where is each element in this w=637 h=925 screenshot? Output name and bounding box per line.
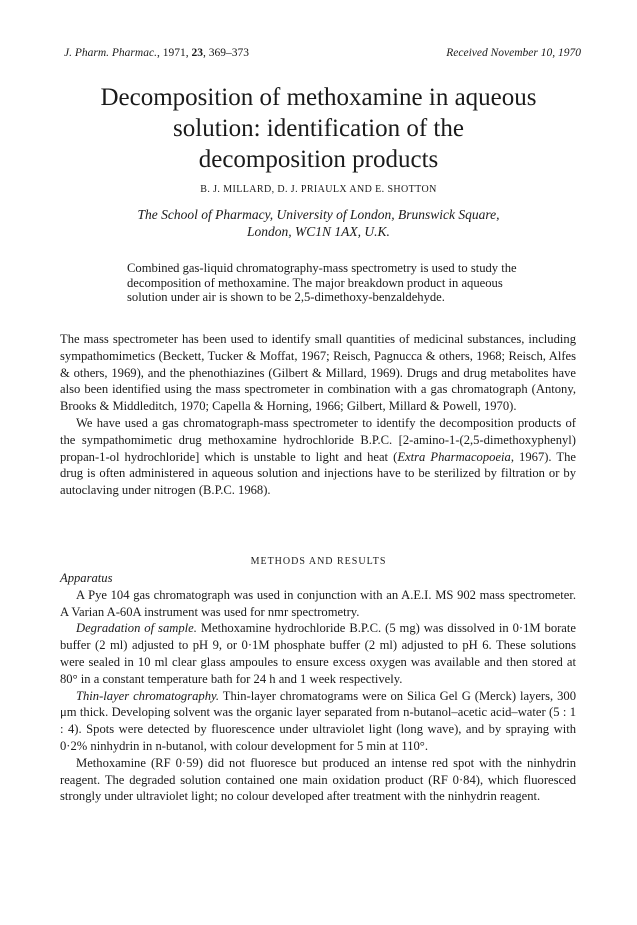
paragraph-label: Degradation of sample. (76, 621, 197, 636)
intro-paragraph (60, 415, 576, 499)
volume-number: 23 (191, 47, 203, 59)
received-date-value: November 10, 1970 (490, 47, 581, 59)
authors: B. J. MILLARD, D. J. PRIAULX AND E. SHOTTON (200, 184, 437, 195)
page-range: , 369–373 (202, 47, 249, 59)
subsection-heading: Apparatus (60, 571, 113, 585)
intro-paragraph: The mass spectrometer has been used to identify small quantities of medicinal substances, including sympathomimetics (Beckett, Tucker & Moffat, 1967; Reisch, Pagnucca & others, 1968; Reisch, Alfes & others, 1969), and the phenothiazines (Gilbert & Millard, 1969). Drugs and drug metabolites have also been identified using the mass spectrometer in combination with a gas chromatograph (Antony, Brooks & Middleditch, 1970; Capella & Horning, 1966; Gilbert, Millard & Powell, 1970). (60, 332, 576, 414)
abstract: Combined gas-liquid chromatography-mass spectrometry is used to study the decomposition of methoxamine. The major breakdown product in aqueous solution under air is shown to be 2,5-dimethoxy-benzaldehyde. (127, 261, 517, 304)
received-date (446, 47, 581, 59)
methods-paragraph (60, 620, 576, 687)
journal-name: J. Pharm. Pharmac. (64, 47, 157, 59)
intro-text: , 1967). The drug is often administered in aqueous solution and injections have to be sterilized by filtration or by autoclaving under nitrogen (B.P.C. 1968). (60, 449, 577, 498)
title-line: solution: identification of the (173, 115, 464, 142)
affiliation (60, 206, 577, 240)
title-line: Decomposition of methoxamine in aqueous (100, 84, 537, 111)
methods-paragraph: Methoxamine (RF 0·59) did not fluoresce but produced an intense red spot with the ninhydrin reagent. The degraded solution contained one main oxidation product (RF 0·84), which fluoresced strongly under ultraviolet light; no colour developed after treatment with the ninhydrin reagent. (60, 755, 576, 804)
received-label: Received (446, 47, 488, 59)
methods-paragraph: A Pye 104 gas chromatograph was used in conjunction with an A.E.I. MS 902 mass spectrometer. A Varian A-60A instrument was used for nmr spectrometry. (60, 587, 576, 619)
citation (64, 47, 249, 59)
citation-year: , 1971, (156, 47, 192, 59)
paragraph-text: Thin-layer chromatograms were on Silica Gel G (Merck) layers, 300 μm thick. Developing solvent was the organic layer separated from n-butanol–acetic acid–water (5 : 1 : 4). Spots were detected by fluorescence under ultraviolet light (long wave), and by spraying with 0·2% ninhydrin in n-butanol, with colour development for 5 min at 110°. (60, 688, 576, 753)
intro-text: We have used a gas chromatograph-mass spectrometer to identify the decomposition products of the sympathomimetic drug methoxamine hydrochloride B.P.C. [2-amino-1-(2,5-dimethoxyphenyl) propan-1-ol hydrochloride] which is unstable to light and heat ( (60, 415, 576, 464)
title-line: decomposition products (198, 146, 439, 173)
paragraph-label: Thin-layer chromatography. (76, 688, 220, 703)
methods-paragraph (60, 688, 576, 755)
methods-section (60, 570, 576, 805)
paragraph-text: Methoxamine hydrochloride B.P.C. (5 mg) was dissolved in 0·1M borate buffer (2 ml) adjusted to pH 9, or 0·1M phosphate buffer (2 ml) adjusted to pH 6. These solutions were sealed in 10 ml clear glass ampoules to ensure excess oxygen was available and then stored at 80° in a constant temperature bath for 24 h and 1 week respectively. (60, 621, 576, 686)
introduction (60, 331, 576, 499)
section-heading: METHODS AND RESULTS (250, 556, 387, 567)
affiliation-line: The School of Pharmacy, University of London, Brunswick Square, (137, 207, 500, 222)
paper-title (60, 82, 577, 175)
reference-title: Extra Pharmacopoeia (397, 449, 511, 464)
affiliation-line: London, WC1N 1AX, U.K. (247, 224, 390, 239)
